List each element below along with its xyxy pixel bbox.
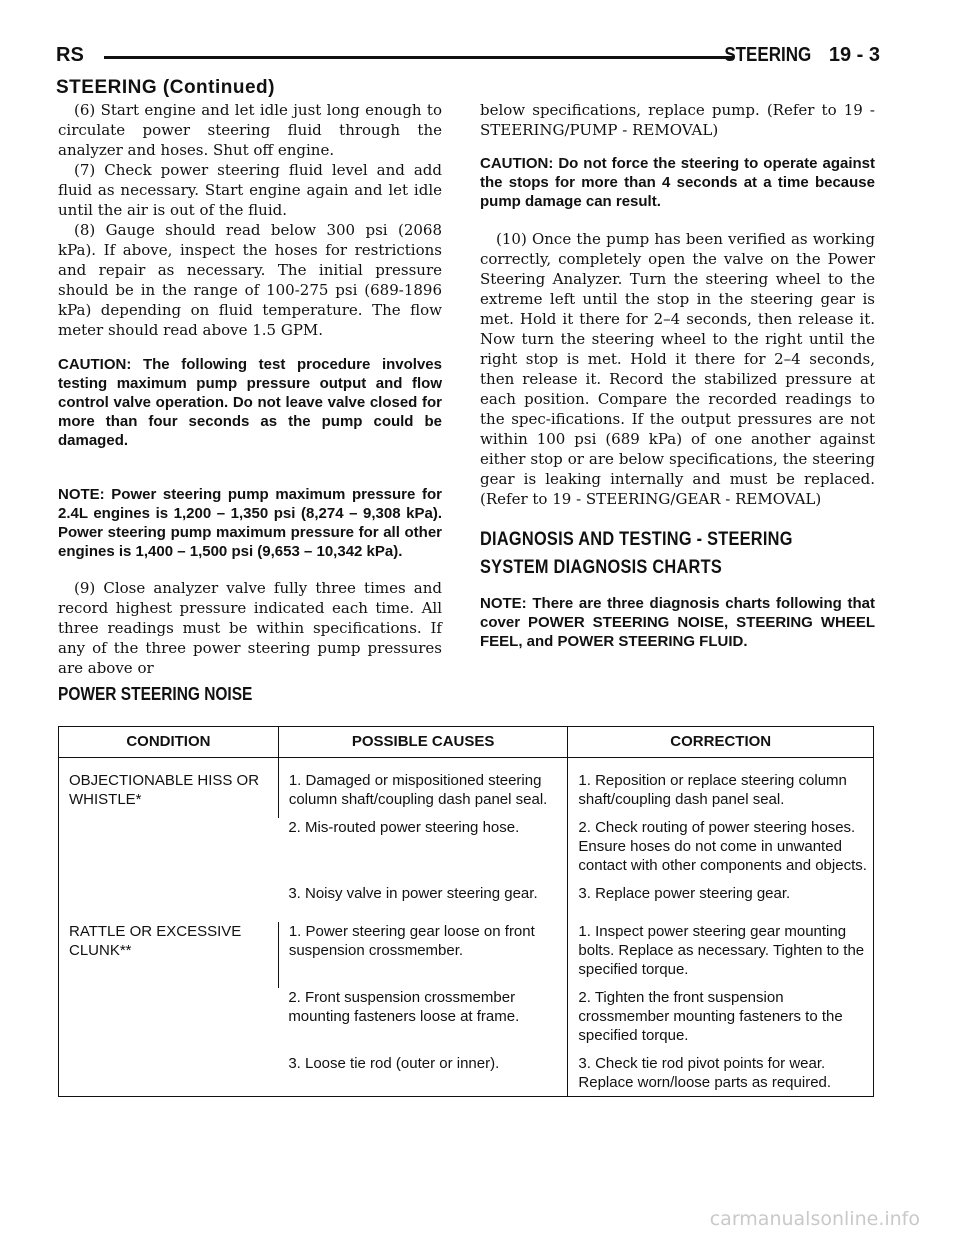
cause-cell — [278, 1054, 568, 1097]
step-10: (10) Once the pump has been verified as working correctly, completely open the valve on the Power Steering Analyzer. Turn the steering wheel to the extreme left until the stop in the steering gear is met. Hold it there for 2–4 seconds, then release it. Now turn the steering wheel to the right until the right stop is met. Hold it there for 2–4 seconds, then release it. Record the stabilized pressure at each position. Compare the recorded readings to the spec-ifications. If the output pressures are not within 100 psi (689 kPa) of one another against either stop or are below specifications, the steering gear is leaking internally and must be replaced. (Refer to 19 - STEERING/GEAR - REMOVAL) — [480, 230, 875, 508]
correction-text: 3. Check tie rod pivot points for wear. Replace worn/loose parts as required. — [578, 1055, 832, 1091]
cause-cell — [278, 818, 568, 884]
correction-cell — [568, 884, 874, 922]
step-9: (9) Close analyzer valve fully three times and record highest pressure indicated each time. All three readings must be within specifications. If any of the three power steering pump pressures are above or — [58, 579, 442, 677]
cause-text: 1. Power steering gear loose on front suspension crossmember. — [288, 923, 535, 959]
table-title: POWER STEERING NOISE — [58, 684, 253, 704]
correction-text: 2. Tighten the front suspension crossmember mounting fasteners to the specified torque. — [578, 989, 843, 1044]
table-row — [59, 758, 874, 819]
diagnosis-table — [58, 726, 874, 1097]
cause-text: 2. Front suspension crossmember mounting fasteners loose at frame. — [288, 989, 520, 1025]
correction-text: 1. Inspect power steering gear mounting bolts. Replace as necessary. Tighten to the specified torque. — [578, 923, 865, 978]
correction-text: 3. Replace power steering gear. — [578, 885, 791, 902]
condition-text: RATTLE OR EXCESSIVE CLUNK** — [69, 923, 242, 959]
correction-text: 1. Reposition or replace steering column shaft/coupling dash panel seal. — [578, 772, 847, 808]
step-9-continued: below specifications, replace pump. (Refer to 19 - STEERING/PUMP - REMOVAL) — [480, 101, 875, 139]
step-7: (7) Check power steering fluid level and add fluid as necessary. Start engine again and let idle until the air is out of the fluid. — [58, 161, 442, 219]
cause-text: 1. Damaged or mispositioned steering column shaft/coupling dash panel seal. — [288, 772, 548, 808]
correction-cell — [568, 988, 874, 1054]
condition-cell — [59, 922, 279, 1097]
cause-text: 3. Noisy valve in power steering gear. — [288, 885, 538, 902]
correction-cell — [568, 818, 874, 884]
continued-title: STEERING (Continued) — [56, 77, 275, 98]
correction-text: 2. Check routing of power steering hoses. Ensure hoses do not come in unwanted contact with other components and objects. — [578, 819, 867, 874]
correction-cell — [568, 922, 874, 988]
condition-text: OBJECTIONABLE HISS OR WHISTLE* — [69, 772, 260, 808]
correction-cell — [568, 1054, 874, 1097]
column-header-condition: CONDITION — [59, 727, 279, 758]
caution-pump-test: CAUTION: The following test procedure involves testing maximum pump pressure output and flow control valve operation. Do not leave valve closed for more than four seconds as the pump could be damaged. — [58, 356, 442, 449]
cause-text: 3. Loose tie rod (outer or inner). — [288, 1055, 500, 1072]
header-rule — [104, 56, 734, 59]
cause-text: 2. Mis-routed power steering hose. — [288, 819, 520, 836]
section-name: STEERING — [724, 44, 812, 66]
right-column — [480, 100, 875, 651]
correction-cell — [568, 758, 874, 819]
page-header-left: RS — [56, 44, 84, 66]
watermark: carmanualsonline.info — [709, 1208, 920, 1230]
cause-cell — [278, 758, 568, 819]
section-heading-line-2: SYSTEM DIAGNOSIS CHARTS — [480, 557, 722, 578]
cause-cell — [278, 988, 568, 1054]
note-diagnosis-charts: NOTE: There are three diagnosis charts following that cover POWER STEERING NOISE, STEERING WHEEL FEEL, and POWER STEERING FLUID. — [480, 595, 875, 650]
table-header-row — [59, 727, 874, 758]
section-heading-line-1: DIAGNOSIS AND TESTING - STEERING — [480, 529, 793, 550]
table-row — [59, 922, 874, 988]
page-header-right — [709, 44, 880, 67]
step-6: (6) Start engine and let idle just long enough to circulate power steering fluid through the analyzer and hoses. Shut off engine. — [58, 101, 442, 159]
left-column — [58, 100, 442, 678]
page-number: 19 - 3 — [828, 44, 880, 66]
column-header-causes: POSSIBLE CAUSES — [278, 727, 568, 758]
cause-cell — [278, 922, 568, 988]
caution-stops: CAUTION: Do not force the steering to operate against the stops for more than 4 seconds at a time because pump damage can result. — [480, 155, 875, 210]
note-max-pressure: NOTE: Power steering pump maximum pressure for 2.4L engines is 1,200 – 1,350 psi (8,274 – 9,308 kPa). Power steering pump maximum pressure for all other engines is 1,400 – 1,500 psi (9,653 – 10,342 kPa). — [58, 486, 442, 560]
step-8: (8) Gauge should read below 300 psi (2068 kPa). If above, inspect the hoses for restrictions and repair as necessary. The initial pressure should be in the range of 100-275 psi (689-1896 kPa) depending on fluid temperature. The flow meter should read above 1.5 GPM. — [58, 221, 442, 339]
column-header-correction: CORRECTION — [568, 727, 874, 758]
condition-cell — [59, 758, 279, 923]
cause-cell — [278, 884, 568, 922]
